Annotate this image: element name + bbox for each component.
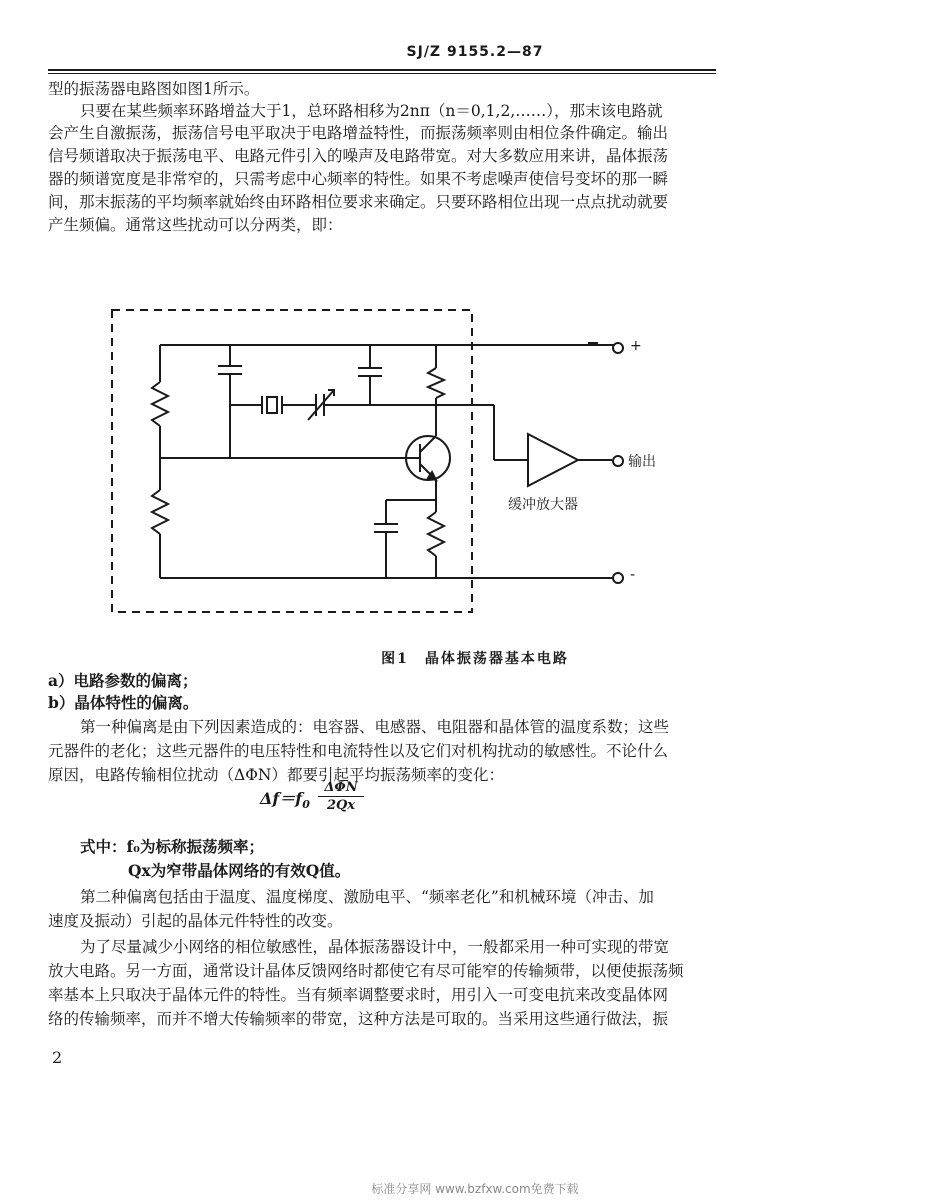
text-line: 为了尽量减少小网络的相位敏感性，晶体振荡器设计中，一般都采用一种可实现的带宽 bbox=[80, 938, 670, 956]
terminal-minus bbox=[613, 573, 623, 583]
resistor-rc bbox=[428, 368, 444, 398]
formula-subscript: 0 bbox=[302, 798, 310, 812]
text-line: 会产生自激振荡，振荡信号电平取决于电路增益特性，而振荡频率则由相位条件确定。输出 bbox=[48, 124, 669, 142]
text-line: 间，那末振荡的平均频率就始终由环路相位要求来确定。只要环路相位出现一点点扰动就要 bbox=[48, 193, 669, 211]
text-line: 率基本上只取决于晶体元件的特性。当有频率调整要求时，用引入一可变电抗来改变晶体网 bbox=[48, 986, 669, 1004]
resistor-r2 bbox=[152, 490, 168, 534]
text-line: 器的频谱宽度是非常窄的，只需考虑中心频率的特性。如果不考虑噪声使信号变坏的那一瞬 bbox=[48, 170, 669, 188]
text-line: 型的振荡器电路图如图1所示。 bbox=[48, 80, 260, 98]
text-line: Qx为窄带晶体网络的有效Q值。 bbox=[128, 861, 351, 880]
text-line: 第二种偏离包括由于温度、温度梯度、激励电平、“频率老化”和机械环境（冲击、加 bbox=[80, 888, 654, 906]
text-line: 原因，电路传输相位扰动（ΔΦN）都要引起平均振荡频率的变化： bbox=[48, 766, 504, 784]
label-buffer-amplifier: 缓冲放大器 bbox=[508, 497, 578, 513]
header-rule bbox=[48, 69, 716, 71]
resistor-re bbox=[428, 512, 444, 556]
text-line: 第一种偏离是由下列因素造成的：电容器、电感器、电阻器和晶体管的温度系数；这些 bbox=[80, 718, 670, 736]
terminal-output bbox=[613, 456, 623, 466]
buffer-amplifier-triangle bbox=[528, 434, 578, 486]
list-item-b: b）晶体特性的偏离。 bbox=[48, 693, 199, 712]
figure-caption: 图1 晶体振荡器基本电路 bbox=[381, 651, 569, 667]
formula-denominator: 2Qx bbox=[326, 798, 356, 813]
crystal-element bbox=[267, 397, 277, 413]
text-line: 元器件的老化；这些元器件的电压特性和电流特性以及它们对机构扰动的敏感性。不论什么 bbox=[48, 742, 669, 760]
oscillator-circuit-diagram bbox=[0, 290, 950, 630]
formula-lhs: Δf＝f bbox=[260, 789, 303, 808]
frequency-deviation-formula bbox=[260, 780, 358, 813]
text-line: 放大电路。另一方面，通常设计晶体反馈网络时都使它有尽可能窄的传输频带，以便使振荡频 bbox=[48, 962, 684, 980]
text-line: 式中：f₀为标称振荡频率； bbox=[80, 837, 264, 856]
text-line: 产生频偏。通常这些扰动可以分两类，即： bbox=[48, 216, 343, 234]
page-number: 2 bbox=[52, 1048, 63, 1067]
formula-numerator: ΔΦN bbox=[318, 780, 364, 797]
text-line: 络的传输频率，而并不增大传输频率的带宽，这种方法是可取的。当采用这些通行做法，振 bbox=[48, 1010, 669, 1028]
dashed-enclosure bbox=[112, 310, 472, 612]
label-output: 输出 bbox=[628, 454, 656, 470]
header-rule-thin bbox=[48, 73, 716, 74]
label-plus: + bbox=[630, 338, 642, 354]
text-line: 只要在某些频率环路增益大于1，总环路相移为2nπ（n＝0,1,2,……），那末该电路就 bbox=[80, 102, 663, 120]
text-line: 信号频谱取决于振荡电平、电路元件引入的噪声及电路带宽。对大多数应用来讲，晶体振荡 bbox=[48, 147, 669, 165]
document-number: SJ/Z 9155.2—87 bbox=[406, 44, 544, 60]
footer-watermark: 标准分享网 www.bzfxw.com免费下载 bbox=[371, 1182, 579, 1196]
terminal-plus bbox=[613, 343, 623, 353]
text-line: 速度及振动）引起的晶体元件特性的改变。 bbox=[48, 912, 343, 930]
resistor-r1 bbox=[152, 382, 168, 426]
list-item-a: a）电路参数的偏离； bbox=[48, 671, 198, 690]
formula-fraction bbox=[318, 780, 364, 813]
label-minus: - bbox=[630, 567, 636, 583]
